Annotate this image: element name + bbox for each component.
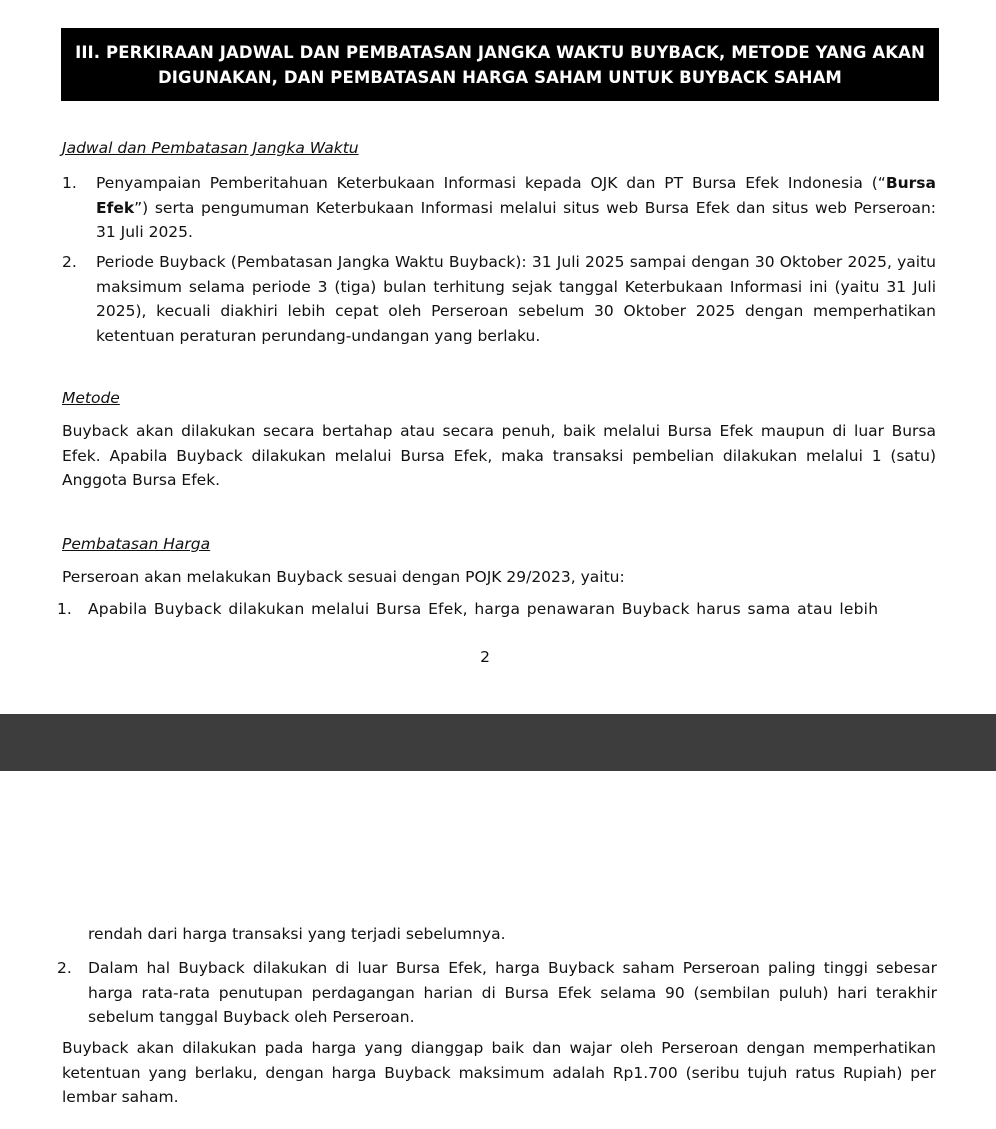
schedule-item-2-text: Periode Buyback (Pembatasan Jangka Waktu Buyback): 31 Juli 2025 sampai dengan 30 Oktober 2025, yaitu maksimum selama periode 3 (tiga) bulan terhitung sejak tanggal Keterbukaan Informasi ini (yaitu 31 Juli 2025), kecuali diakhiri lebih cepat oleh Perseroan sebelum 30 Oktober 2025 dengan memperhatikan ketentuan peraturan perundang-undangan yang berlaku. <box>96 253 936 345</box>
schedule-item-1-text <box>96 171 936 245</box>
price-limit-item-1-text-part-2: rendah dari harga transaksi yang terjadi sebelumnya. <box>88 925 506 943</box>
price-limit-item-2-number: 2. <box>57 959 72 977</box>
schedule-item-1 <box>62 171 936 245</box>
price-limit-item-2 <box>57 956 937 1030</box>
schedule-item-2-number: 2. <box>62 253 77 271</box>
method-heading: Metode <box>62 389 120 407</box>
price-limit-intro: Perseroan akan melakukan Buyback sesuai dengan POJK 29/2023, yaitu: <box>62 568 625 586</box>
price-limit-item-1-number: 1. <box>57 600 72 618</box>
price-limit-item-2-text: Dalam hal Buyback dilakukan di luar Bursa Efek, harga Buyback saham Perseroan paling tinggi sebesar harga rata-rata penutupan perdagangan harian di Bursa Efek selama 90 (sembilan puluh) hari terakhir sebelum tanggal Buyback oleh Perseroan. <box>88 959 937 1026</box>
page-gap-band <box>0 714 996 771</box>
schedule-item-1-text-end: ”) serta pengumuman Keterbukaan Informasi melalui situs web Bursa Efek dan situs web Perseroan: 31 Juli 2025. <box>96 198 936 241</box>
schedule-item-1-text-start: Penyampaian Pemberitahuan Keterbukaan Informasi kepada OJK dan PT Bursa Efek Indonesia (“ <box>96 174 886 192</box>
price-limit-heading: Pembatasan Harga <box>62 535 211 553</box>
schedule-item-1-bold-term: Bursa Efek <box>96 174 936 217</box>
price-limit-item-1 <box>57 597 937 623</box>
price-limit-item-1-text-part-1: Apabila Buyback dilakukan melalui Bursa Efek, harga penawaran Buyback harus sama atau lebih <box>88 600 879 618</box>
section-title-line-2: DIGUNAKAN, DAN PEMBATASAN HARGA SAHAM UNTUK BUYBACK SAHAM <box>158 67 842 87</box>
section-title-banner <box>61 28 939 101</box>
method-paragraph: Buyback akan dilakukan secara bertahap atau secara penuh, baik melalui Bursa Efek maupun di luar Bursa Efek. Apabila Buyback dilakukan melalui Bursa Efek, maka transaksi pembelian dilakukan melalui 1 (satu) Anggota Bursa Efek. <box>62 422 936 489</box>
document-page-bottom <box>0 771 996 1129</box>
price-limit-closing-paragraph: Buyback akan dilakukan pada harga yang dianggap baik dan wajar oleh Perseroan dengan memperhatikan ketentuan yang berlaku, dengan harga Buyback maksimum adalah Rp1.700 (seribu tujuh ratus Rupiah) per lembar saham. <box>62 1039 936 1106</box>
page-number: 2 <box>480 648 490 666</box>
schedule-item-1-number: 1. <box>62 174 77 192</box>
schedule-heading: Jadwal dan Pembatasan Jangka Waktu <box>62 139 359 157</box>
section-title-line-1: III. PERKIRAAN JADWAL DAN PEMBATASAN JANGKA WAKTU BUYBACK, METODE YANG AKAN <box>75 42 925 62</box>
schedule-item-2 <box>62 250 936 348</box>
